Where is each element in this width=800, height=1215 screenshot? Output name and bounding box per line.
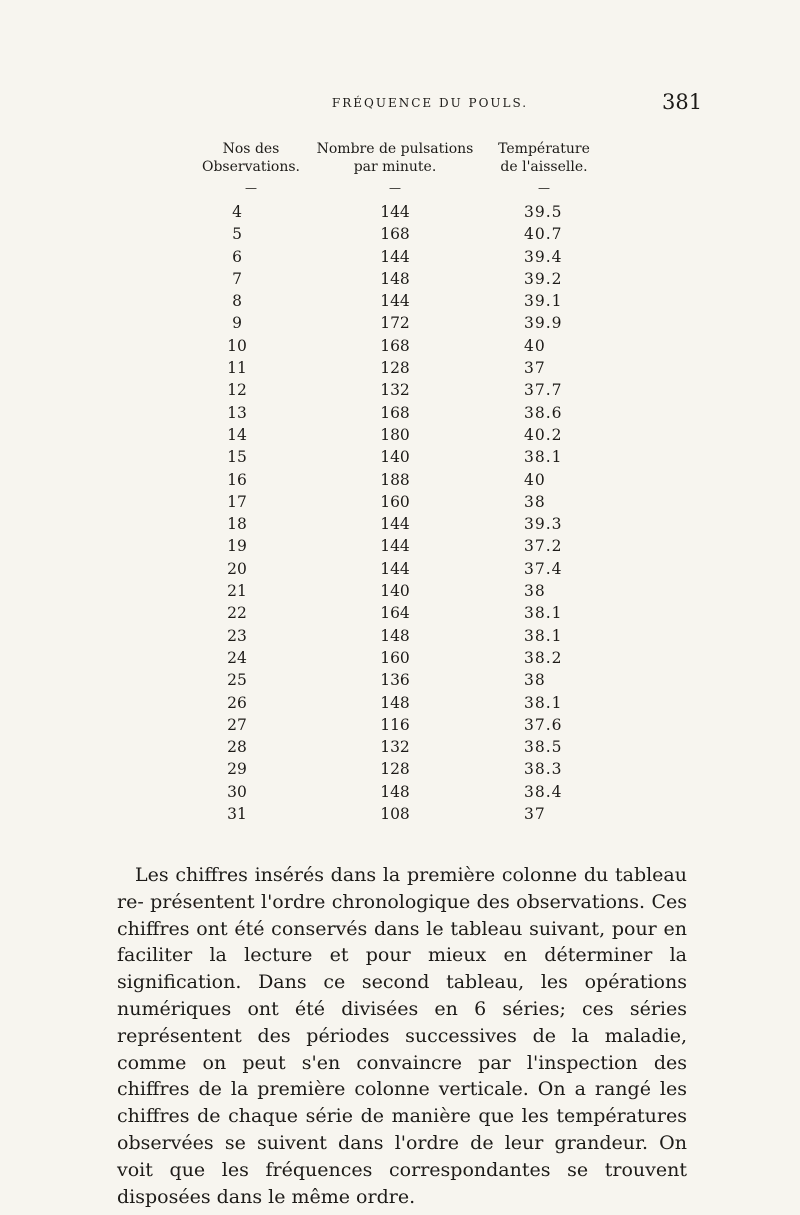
column-header-line: de l'aisselle.: [500, 159, 588, 175]
observation-number: 7: [232, 269, 242, 288]
axillary-temperature: 39.4: [524, 247, 563, 266]
observation-number: 13: [227, 403, 247, 422]
table-row: [0, 246, 800, 268]
pulse-rate: 148: [380, 693, 410, 712]
pulse-rate: 108: [380, 805, 410, 824]
table-row: [0, 402, 800, 424]
table-row: [0, 580, 800, 602]
observation-number: 24: [227, 648, 247, 667]
pulse-rate: 168: [380, 336, 410, 355]
axillary-temperature: 38.1: [524, 448, 563, 467]
observation-number: 31: [227, 805, 247, 824]
pulse-rate: 140: [380, 582, 410, 601]
pulse-rate: 164: [380, 604, 410, 623]
observation-number: 29: [227, 760, 247, 779]
table-row: [0, 223, 800, 245]
pulse-rate: 132: [380, 738, 410, 757]
table-row: [0, 625, 800, 647]
table-row: [0, 647, 800, 669]
table-row: [0, 669, 800, 691]
column-header-observations: [196, 140, 306, 194]
table-row: [0, 513, 800, 535]
running-title: FRÉQUENCE DU POULS.: [331, 96, 529, 110]
observation-number: 26: [227, 693, 247, 712]
axillary-temperature: 37.4: [524, 559, 563, 578]
table-row: [0, 491, 800, 513]
pulse-rate: 160: [380, 648, 410, 667]
axillary-temperature: 38.5: [524, 738, 563, 757]
axillary-temperature: 40: [524, 336, 546, 355]
table-row: [0, 446, 800, 468]
table-row: [0, 424, 800, 446]
observation-number: 6: [232, 247, 242, 266]
table-row: [0, 602, 800, 624]
axillary-temperature: 38.6: [524, 403, 563, 422]
pulse-rate: 180: [380, 425, 410, 444]
observation-number: 23: [227, 626, 247, 645]
observation-number: 9: [232, 314, 242, 333]
observation-number: 4: [232, 203, 242, 221]
observation-number: 28: [227, 738, 247, 757]
table-row: [0, 714, 800, 736]
axillary-temperature: 40.7: [524, 225, 563, 244]
column-header-line: par minute.: [353, 159, 437, 175]
pulse-rate: 144: [380, 247, 410, 266]
axillary-temperature: 37.6: [524, 715, 563, 734]
table-row: [0, 379, 800, 401]
page-number: 381: [662, 90, 703, 114]
column-header-line: Nombre de pulsations: [316, 141, 474, 157]
axillary-temperature: 38.1: [524, 604, 563, 623]
axillary-temperature: 37: [524, 805, 546, 824]
table-row: [0, 535, 800, 557]
column-header-line: Température: [498, 141, 590, 157]
observation-number: 30: [227, 782, 247, 801]
column-header-line: Observations.: [201, 159, 301, 175]
table-row: [0, 312, 800, 334]
observation-table: [0, 201, 800, 825]
pulse-rate: 132: [380, 381, 410, 400]
observation-number: 21: [227, 582, 247, 601]
axillary-temperature: 38: [524, 671, 546, 690]
observation-number: 22: [227, 604, 247, 623]
axillary-temperature: 37: [524, 359, 546, 378]
table-row: [0, 357, 800, 379]
pulse-rate: 148: [380, 626, 410, 645]
column-header-dash: —: [538, 181, 550, 195]
observation-number: 18: [227, 515, 247, 534]
column-header-line: Nos des: [222, 141, 280, 157]
body-paragraph: Les chiffres insérés dans la première colonne du tableau re- présentent l'ordre chronologique des observations. Ces chiffres ont été conservés dans le tableau suivant, pour en faciliter la lecture et pour mieux en déterminer la signification. Dans ce second tableau, les opérations numériques ont été divisées en 6 séries; ces séries représentent des périodes successives de la maladie, comme on peut s'en convaincre par l'inspection des chiffres de la première colonne verticale. On a rangé les chiffres de chaque série de manière que les températures observées se suivent dans l'ordre de leur grandeur. On voit que les fréquences correspondantes se trouvent disposées dans le même ordre.: [117, 864, 687, 1208]
observation-number: 8: [232, 292, 242, 311]
axillary-temperature: 37.2: [524, 537, 563, 556]
column-header-dash: —: [389, 181, 401, 195]
axillary-temperature: 38: [524, 582, 546, 601]
observation-number: 10: [227, 336, 247, 355]
observation-number: 11: [227, 359, 247, 378]
axillary-temperature: 38.2: [524, 648, 563, 667]
table-row: [0, 290, 800, 312]
observation-number: 17: [227, 492, 247, 511]
pulse-rate: 144: [380, 559, 410, 578]
axillary-temperature: 40.2: [524, 425, 563, 444]
pulse-rate: 116: [380, 715, 410, 734]
column-header-dash: —: [245, 181, 257, 195]
axillary-temperature: 39.5: [524, 203, 563, 221]
axillary-temperature: 38.1: [524, 626, 563, 645]
pulse-rate: 172: [380, 314, 410, 333]
table-row: [0, 781, 800, 803]
observation-number: 16: [227, 470, 247, 489]
column-header-pulse: [310, 140, 480, 194]
table-row: [0, 803, 800, 825]
pulse-rate: 148: [380, 269, 410, 288]
axillary-temperature: 37.7: [524, 381, 563, 400]
pulse-rate: 144: [380, 292, 410, 311]
axillary-temperature: 38.4: [524, 782, 563, 801]
pulse-rate: 168: [380, 403, 410, 422]
pulse-rate: 144: [380, 203, 410, 221]
pulse-rate: 140: [380, 448, 410, 467]
observation-number: 5: [232, 225, 242, 244]
axillary-temperature: 38.3: [524, 760, 563, 779]
pulse-rate: 144: [380, 515, 410, 534]
axillary-temperature: 40: [524, 470, 546, 489]
table-row: [0, 558, 800, 580]
axillary-temperature: 39.9: [524, 314, 563, 333]
table-row: [0, 335, 800, 357]
observation-number: 15: [227, 448, 247, 467]
axillary-temperature: 38.1: [524, 693, 563, 712]
observation-number: 14: [227, 425, 247, 444]
axillary-temperature: 38: [524, 492, 546, 511]
pulse-rate: 160: [380, 492, 410, 511]
table-row: [0, 469, 800, 491]
pulse-rate: 168: [380, 225, 410, 244]
table-row: [0, 692, 800, 714]
pulse-rate: 188: [380, 470, 410, 489]
axillary-temperature: 39.3: [524, 515, 563, 534]
observation-number: 27: [227, 715, 247, 734]
observation-number: 12: [227, 381, 247, 400]
axillary-temperature: 39.2: [524, 269, 563, 288]
table-row: [0, 736, 800, 758]
observation-number: 19: [227, 537, 247, 556]
pulse-rate: 128: [380, 359, 410, 378]
column-header-temperature: [484, 140, 604, 194]
table-row: [0, 268, 800, 290]
observation-number: 25: [227, 671, 247, 690]
pulse-rate: 128: [380, 760, 410, 779]
table-row: [0, 758, 800, 780]
axillary-temperature: 39.1: [524, 292, 563, 311]
pulse-rate: 148: [380, 782, 410, 801]
pulse-rate: 136: [380, 671, 410, 690]
table-row: [0, 201, 800, 223]
pulse-rate: 144: [380, 537, 410, 556]
observation-number: 20: [227, 559, 247, 578]
